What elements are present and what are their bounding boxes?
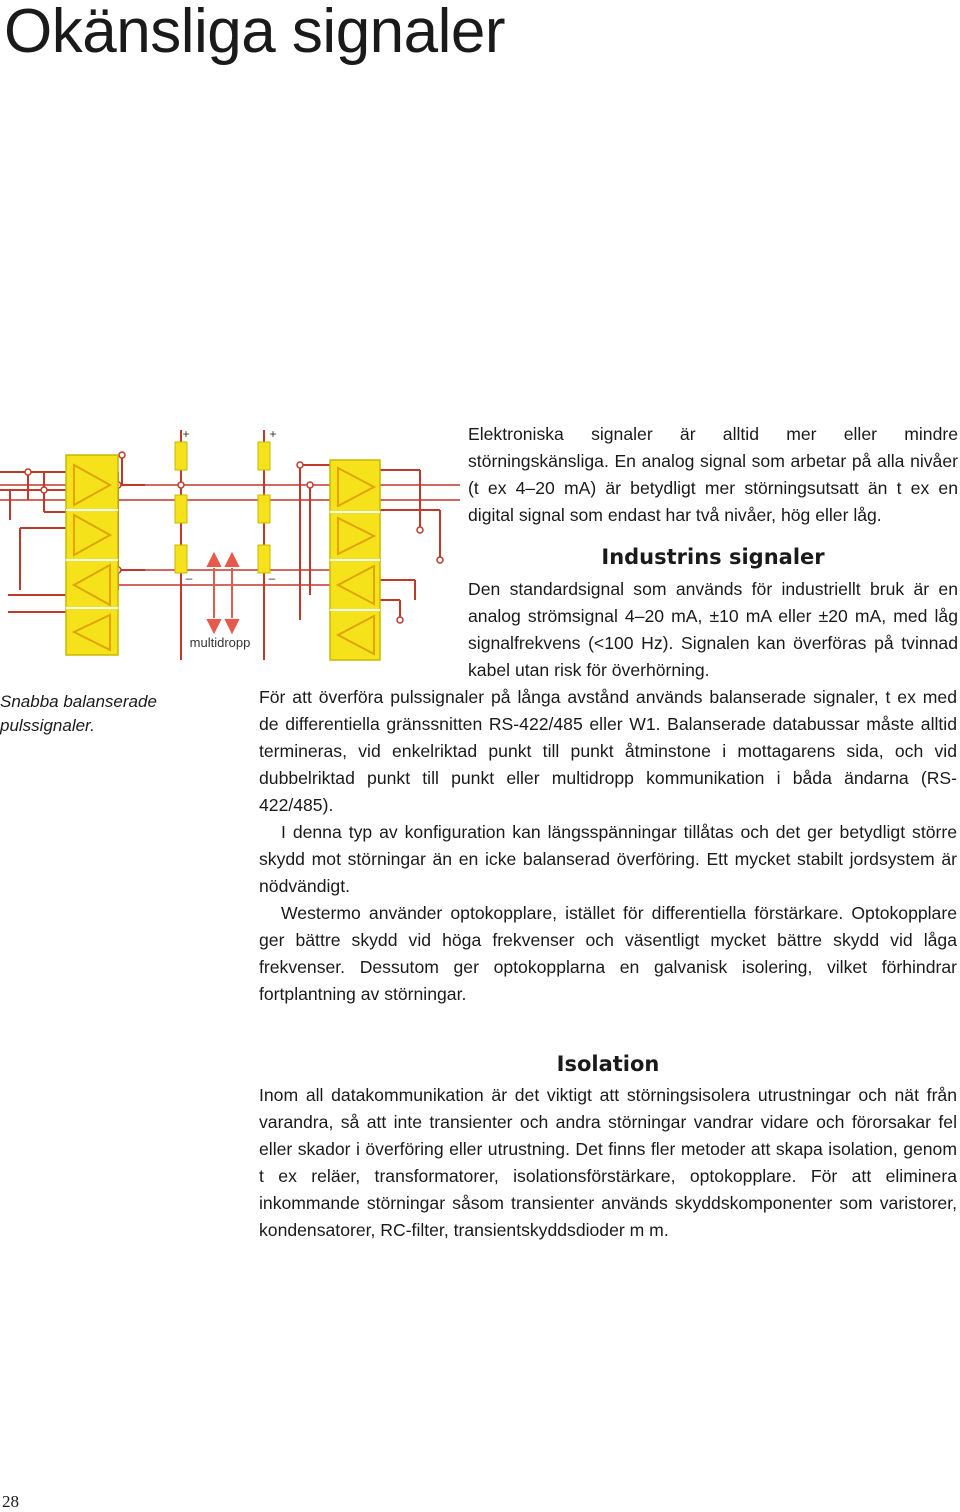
industrins-paragraph: Den standardsignal som används för industriellt bruk är en analog strömsignal 4–20 mA, ±10 mA eller ±20 mA, med låg signalfrekvens (<100 Hz). Signalen kan överföras på tvinnad kabel utan risk för överhörning.	[468, 579, 958, 680]
bidirectional-arrows	[208, 554, 238, 632]
page-number: 28	[2, 1492, 19, 1511]
balanced-paragraph-2: I denna typ av konfiguration kan längsspänningar tillåtas och det ger betydligt större skydd mot störningar än en icke balanserad överföring. Ett mycket stabilt jordsystem är nödvändigt.	[259, 822, 957, 896]
heading-isolation: Isolation	[556, 1052, 660, 1076]
multidropp-label: multidropp	[189, 635, 251, 650]
isolation-paragraph: Inom all datakommunikation är det viktigt att störningsisolera utrustningar och nät från varandra, så att inte transienter och andra störningar vandrar vidare och förorsakar fel eller skador i överföring eller utrustning. Det finns fler metoder att skapa isolation, genom t ex reläer, transformatorer, isolationsförstärkare, optokopplare. För att eliminera inkommande störningar såsom transienter används skyddskomponenter som varistorer, kondensatorer, RC-filter, transientskyddsdioder m m.	[259, 1085, 957, 1240]
left-transceiver-module	[66, 455, 118, 655]
figure-caption: Snabba balanserade pulssignaler.	[0, 692, 157, 735]
heading-industrins-signaler: Industrins signaler	[601, 545, 825, 569]
right-transceiver-module	[330, 460, 380, 660]
intro-paragraph: Elektroniska signaler är alltid mer eller mindre störningskänsliga. En analog signal som arbetar på alla nivåer (t ex 4–20 mA) är betydligt mer störningsutsatt än t ex en digital signal som endast har två nivåer, hög eller låg.	[468, 424, 958, 525]
plus-label-right: +	[269, 427, 277, 441]
balanced-paragraph-3: Westermo använder optokopplare, istället för differentiella förstärkare. Optokopplare ger bättre skydd vid höga frekvenser och väsentligt mycket bättre skydd vid låga frekvenser. Dessutom ger optokopplarna en galvanisk isolering, vilket förhindrar fortplantning av störningar.	[259, 903, 957, 1004]
page-title: Okänsliga signaler	[4, 0, 506, 66]
balanced-pulse-circuit-diagram	[0, 420, 460, 680]
balanced-paragraph-1: För att överföra pulssignaler på långa avstånd används balanserade signaler, t ex med de differentiella gränssnitten RS-422/485 eller W1. Balanserade databussar måste alltid termineras, vid enkelriktad punkt till punkt åtminstone i mottagarens sida, och vid dubbelriktad punkt till punkt eller multidropp kommunikation i båda ändarna (RS-422/485).	[259, 687, 957, 815]
minus-label-left: –	[185, 571, 193, 585]
termination-resistors	[175, 442, 270, 573]
minus-label-right: –	[268, 571, 276, 585]
plus-label-left: +	[182, 427, 190, 441]
